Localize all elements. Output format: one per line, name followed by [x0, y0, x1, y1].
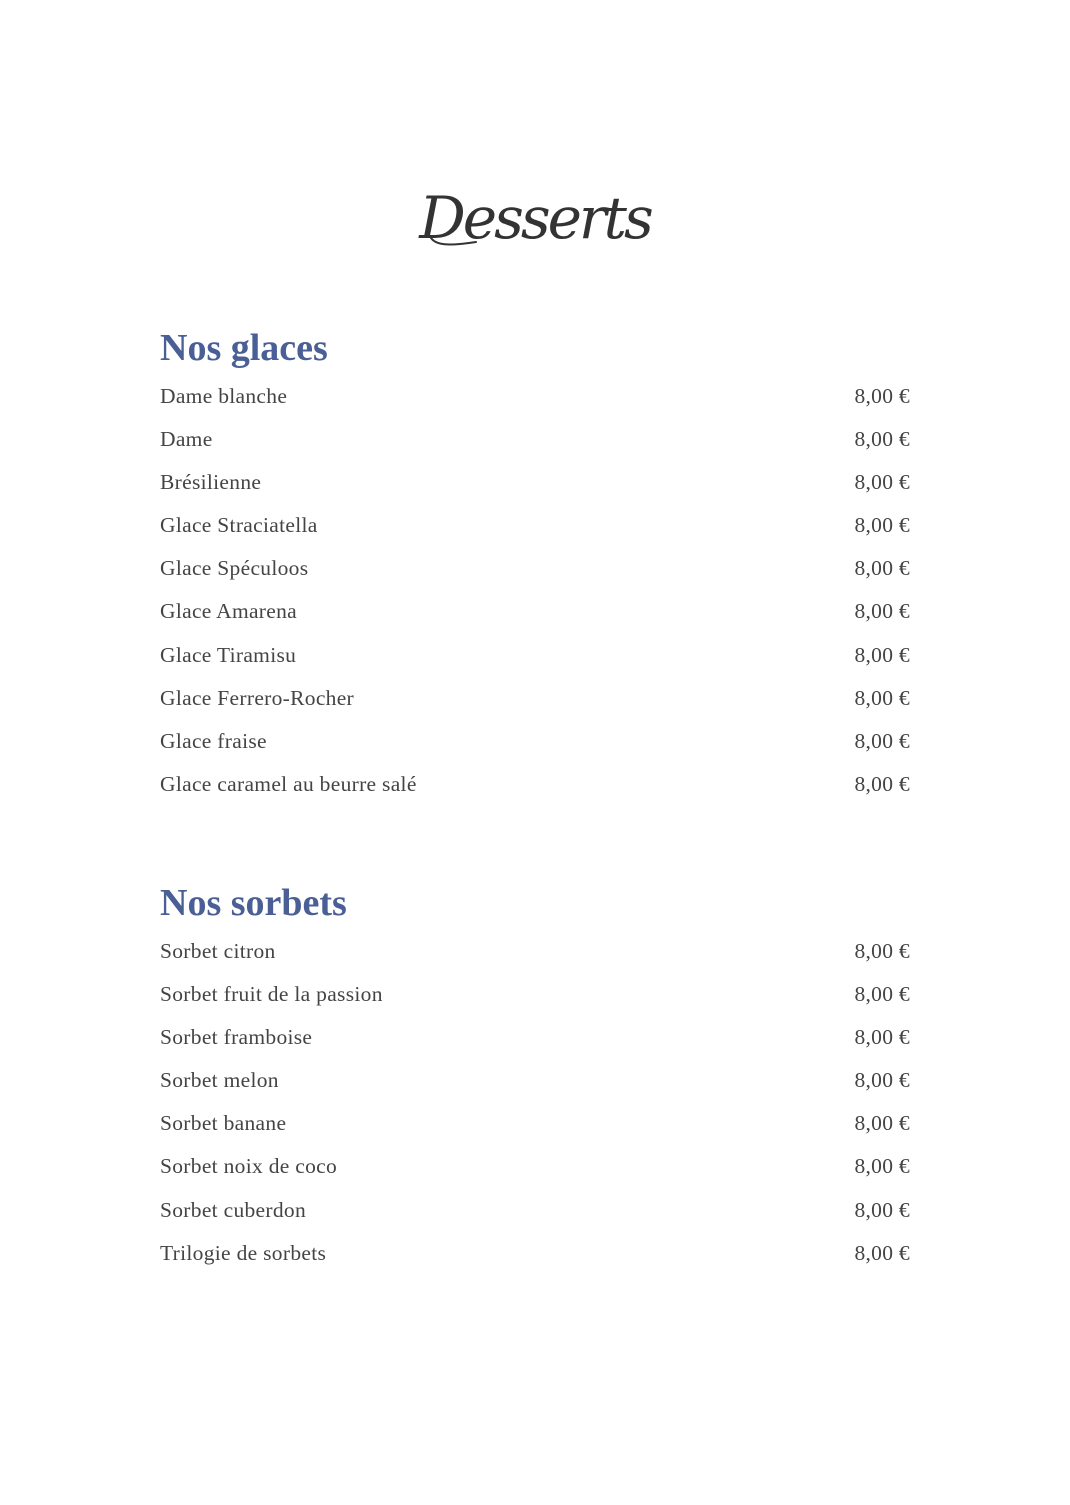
- item-name: Dame blanche: [160, 384, 288, 408]
- section-heading: Nos glaces: [160, 327, 328, 369]
- item-price: 8,00 €: [854, 939, 910, 963]
- menu-item: [160, 720, 910, 763]
- item-price: 8,00 €: [854, 427, 910, 452]
- item-price: 8,00 €: [854, 556, 910, 581]
- menu-item: [160, 375, 910, 418]
- item-name: Trilogie de sorbets: [160, 1240, 327, 1265]
- item-name: Glace fraise: [160, 728, 267, 753]
- item-list: [160, 375, 910, 806]
- menu-item: [160, 930, 910, 973]
- item-name: Dame: [160, 427, 213, 452]
- item-name: Glace Spéculoos: [160, 556, 309, 581]
- item-name: Sorbet fruit de la passion: [160, 982, 383, 1007]
- item-price: 8,00 €: [854, 470, 910, 495]
- menu-item: [160, 634, 910, 677]
- item-name: Glace Straciatella: [160, 513, 318, 538]
- menu-item: [160, 1232, 910, 1275]
- item-name: Sorbet banane: [160, 1111, 287, 1136]
- menu-item: [160, 1102, 910, 1145]
- menu-item: [160, 418, 910, 461]
- section-heading: Nos sorbets: [160, 882, 347, 924]
- item-price: 8,00 €: [854, 599, 910, 624]
- menu-item: [160, 677, 910, 720]
- menu-item: [160, 1016, 910, 1059]
- item-price: 8,00 €: [854, 513, 910, 538]
- item-name: Sorbet citron: [160, 939, 276, 963]
- item-price: 8,00 €: [854, 728, 910, 753]
- section-sorbets: [160, 878, 910, 1275]
- item-name: Glace Tiramisu: [160, 642, 297, 667]
- item-name: Sorbet noix de coco: [160, 1154, 338, 1179]
- item-price: 8,00 €: [854, 384, 910, 408]
- menu-item: [160, 590, 910, 633]
- item-price: 8,00 €: [854, 685, 910, 710]
- item-name: Sorbet cuberdon: [160, 1197, 307, 1222]
- item-price: 8,00 €: [854, 771, 910, 796]
- title-flourish-icon: [428, 226, 478, 248]
- item-price: 8,00 €: [854, 1025, 910, 1050]
- item-name: Glace Ferrero-Rocher: [160, 685, 355, 710]
- menu-item: [160, 1189, 910, 1232]
- item-price: 8,00 €: [854, 1154, 910, 1179]
- item-price: 8,00 €: [854, 1240, 910, 1265]
- item-price: 8,00 €: [854, 982, 910, 1007]
- item-name: Brésilienne: [160, 470, 262, 495]
- item-name: Glace Amarena: [160, 599, 298, 624]
- item-name: Glace caramel au beurre salé: [160, 771, 417, 796]
- menu-item: [160, 504, 910, 547]
- item-price: 8,00 €: [854, 1111, 910, 1136]
- menu-item: [160, 973, 910, 1016]
- menu-item: [160, 1059, 910, 1102]
- section-glaces: [160, 323, 910, 806]
- item-price: 8,00 €: [854, 642, 910, 667]
- item-name: Sorbet melon: [160, 1068, 279, 1093]
- item-price: 8,00 €: [854, 1068, 910, 1093]
- menu-item: [160, 547, 910, 590]
- menu-item: [160, 1145, 910, 1188]
- menu-item: [160, 461, 910, 504]
- page-title: Desserts: [419, 184, 651, 252]
- item-list: [160, 930, 910, 1275]
- item-name: Sorbet framboise: [160, 1025, 313, 1050]
- item-price: 8,00 €: [854, 1197, 910, 1222]
- menu-item: [160, 763, 910, 806]
